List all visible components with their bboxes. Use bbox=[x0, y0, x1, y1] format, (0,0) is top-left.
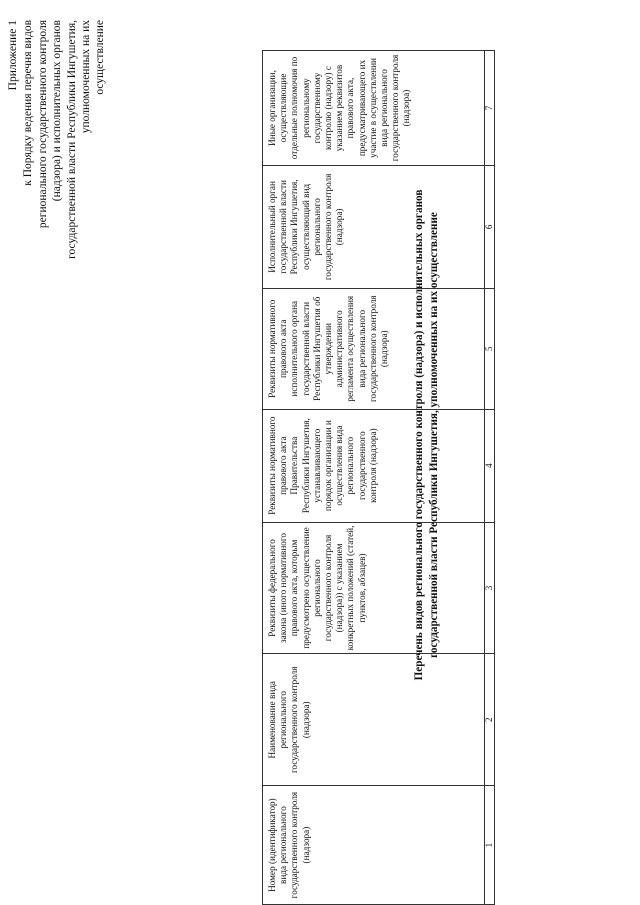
appendix-line: государственной власти Республики Ингушетия, bbox=[65, 20, 78, 259]
registry-table bbox=[262, 50, 495, 905]
header-cell-government-act: Реквизиты нормативного правового акта Правительства Республики Ингушетия, устанавливающего порядок организации и осуществления вида регионального государственного контроля (надзора) bbox=[263, 409, 485, 522]
table-number-row bbox=[485, 51, 495, 905]
column-number: 3 bbox=[485, 522, 495, 654]
title-line: Перечень видов регионального государственного контроля (надзора) и исполнительных органов bbox=[413, 189, 425, 681]
column-number: 4 bbox=[485, 409, 495, 522]
appendix-line: уполномоченных на их bbox=[80, 20, 93, 134]
header-cell-regulation-act: Реквизиты нормативного правового акта исполнительного органа государственной власти Республики Ингушетия об утверждении административного регламента осуществления вида регионального государственного контроля (надзора) bbox=[263, 288, 485, 409]
column-number: 5 bbox=[485, 288, 495, 409]
header-cell-federal-law: Реквизиты федерального закона (иного нормативного правового акта, которым предусмотрено осуществление регионального государственного контроля (надзора)) с указанием конкретных положений (статей, пунктов, абзацев) bbox=[263, 522, 485, 654]
header-cell-name: Наименование вида регионального государственного контроля (надзора) bbox=[263, 654, 485, 786]
column-number: 1 bbox=[485, 786, 495, 905]
appendix-header bbox=[6, 20, 108, 420]
header-cell-executive-body: Исполнительный орган государственной власти Республики Ингушетия, осуществляющий вид регионального государственного контроля (надзора) bbox=[263, 165, 485, 288]
header-cell-id: Номер (идентификатор) вида регионального государственного контроля (надзора) bbox=[263, 786, 485, 905]
appendix-line: регионального государственного контроля bbox=[36, 20, 49, 229]
title-line: государственной власти Республики Ингушетия, уполномоченных на их осуществление bbox=[427, 212, 440, 658]
appendix-label: Приложение 1 bbox=[7, 20, 19, 91]
header-cell-other-organizations: Иные организации, осуществляющие отдельные полномочия по региональному государственному контролю (надзору) с указанием реквизитов правового акта, предусматривающего их участие в осуществлении вида регионального государственного контроля (надзора) bbox=[263, 51, 485, 166]
appendix-line: к Порядку ведения перечня видов bbox=[22, 20, 35, 186]
appendix-line: осуществление bbox=[94, 20, 107, 95]
table-header-row bbox=[263, 51, 485, 905]
column-number: 7 bbox=[485, 51, 495, 166]
column-number: 6 bbox=[485, 165, 495, 288]
appendix-line: (надзора) и исполнительных органов bbox=[51, 20, 64, 202]
column-number: 2 bbox=[485, 654, 495, 786]
